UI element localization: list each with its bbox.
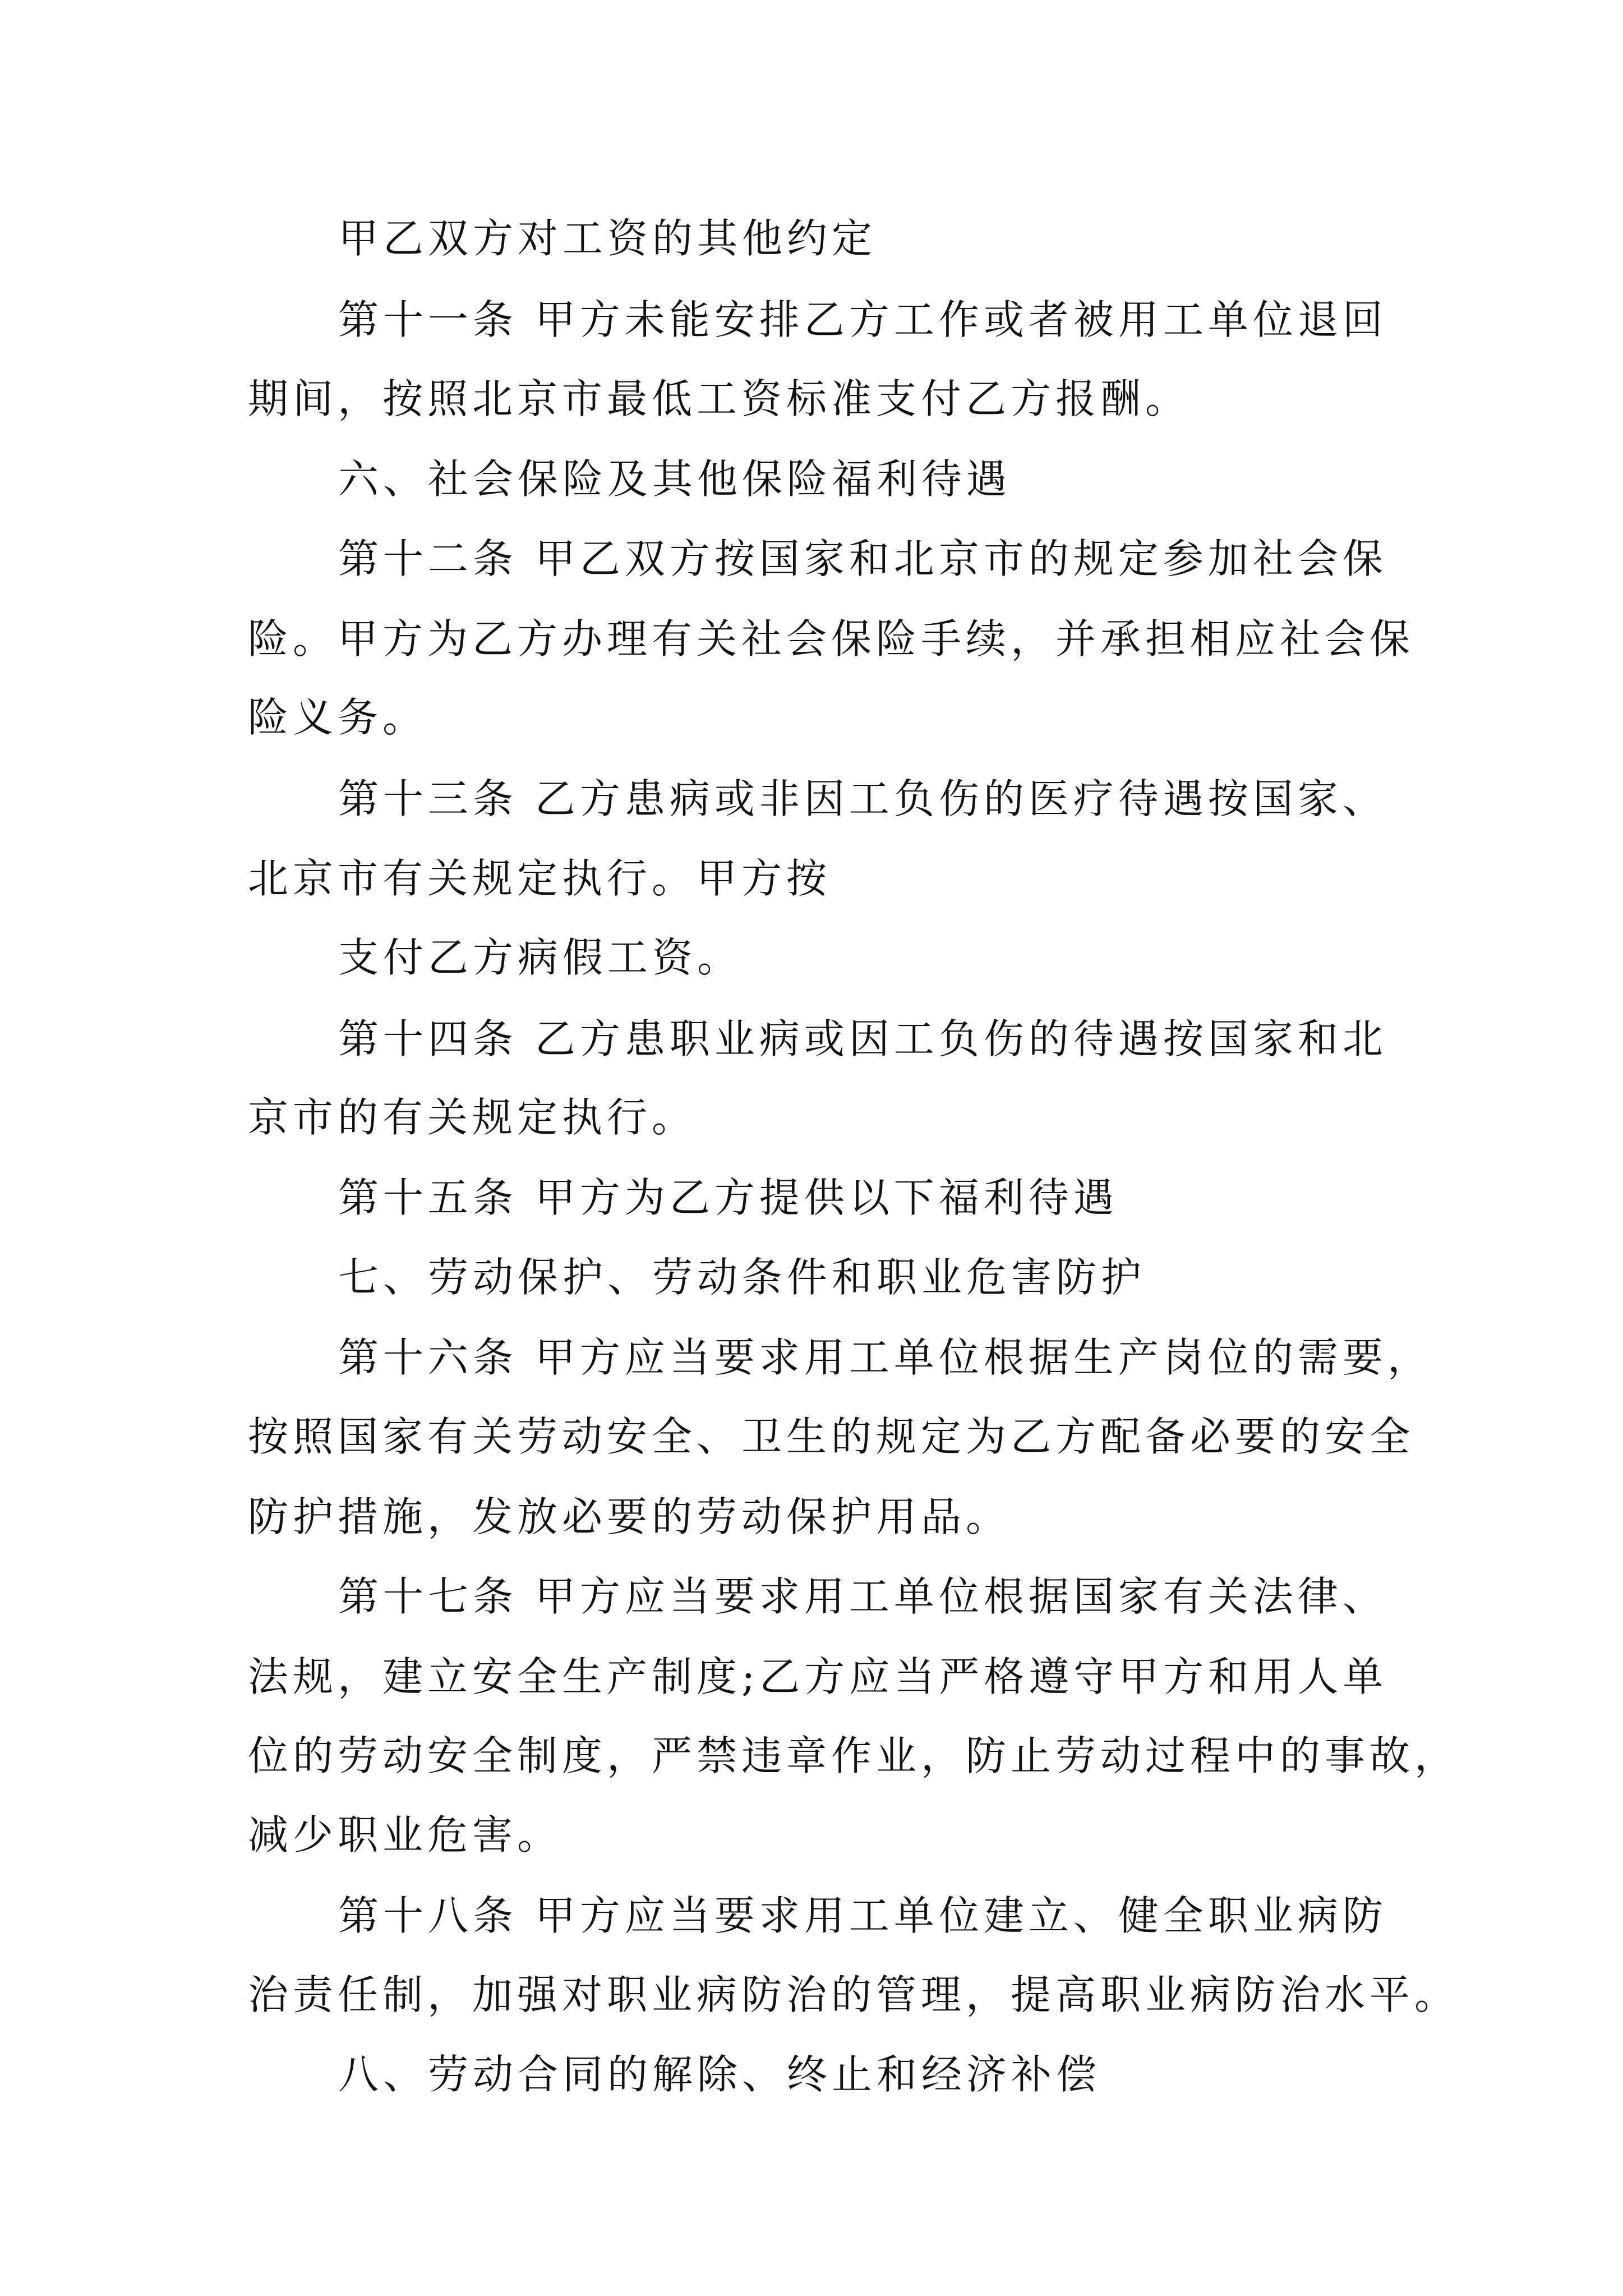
text-line-15: 第十六条 甲方应当要求用工单位根据生产岗位的需要，	[338, 1334, 1432, 1381]
text-line-6: 险。甲方为乙方办理有关社会保险手续，并承担相应社会保	[248, 615, 1415, 662]
text-line-1: 甲乙双方对工资的其他约定	[338, 215, 877, 262]
text-line-12: 京市的有关规定执行。	[248, 1094, 697, 1141]
text-line-20: 位的劳动安全制度，严禁违章作业，防止劳动过程中的事故，	[248, 1732, 1460, 1779]
text-line-9: 北京市有关规定执行。甲方按	[248, 855, 832, 902]
text-line-10: 支付乙方病假工资。	[338, 934, 743, 981]
text-line-23: 治责任制，加强对职业病防治的管理，提高职业病防治水平。	[248, 1971, 1460, 2018]
text-line-14: 七、劳动保护、劳动条件和职业危害防护	[338, 1254, 1146, 1301]
text-line-13: 第十五条 甲方为乙方提供以下福利待遇	[338, 1174, 1118, 1221]
text-line-2: 第十一条 甲方未能安排乙方工作或者被用工单位退回	[338, 296, 1387, 343]
text-line-4: 六、社会保险及其他保险福利待遇	[338, 455, 1012, 503]
text-line-8: 第十三条 乙方患病或非因工负伤的医疗待遇按国家、	[338, 775, 1387, 822]
text-line-5: 第十二条 甲乙双方按国家和北京市的规定参加社会保	[338, 535, 1387, 582]
text-line-18: 第十七条 甲方应当要求用工单位根据国家有关法律、	[338, 1573, 1387, 1620]
text-line-21: 减少职业危害。	[248, 1811, 562, 1858]
text-line-19: 法规，建立安全生产制度;乙方应当严格遵守甲方和用人单	[248, 1653, 1388, 1700]
text-line-11: 第十四条 乙方患职业病或因工负伤的待遇按国家和北	[338, 1015, 1387, 1062]
text-line-17: 防护措施，发放必要的劳动保护用品。	[248, 1493, 1011, 1540]
text-line-7: 险义务。	[248, 694, 428, 741]
text-line-22: 第十八条 甲方应当要求用工单位建立、健全职业病防	[338, 1892, 1387, 1939]
text-line-3: 期间，按照北京市最低工资标准支付乙方报酬。	[248, 375, 1191, 422]
text-line-16: 按照国家有关劳动安全、卫生的规定为乙方配备必要的安全	[248, 1413, 1415, 1460]
text-line-24: 八、劳动合同的解除、终止和经济补偿	[338, 2051, 1101, 2098]
